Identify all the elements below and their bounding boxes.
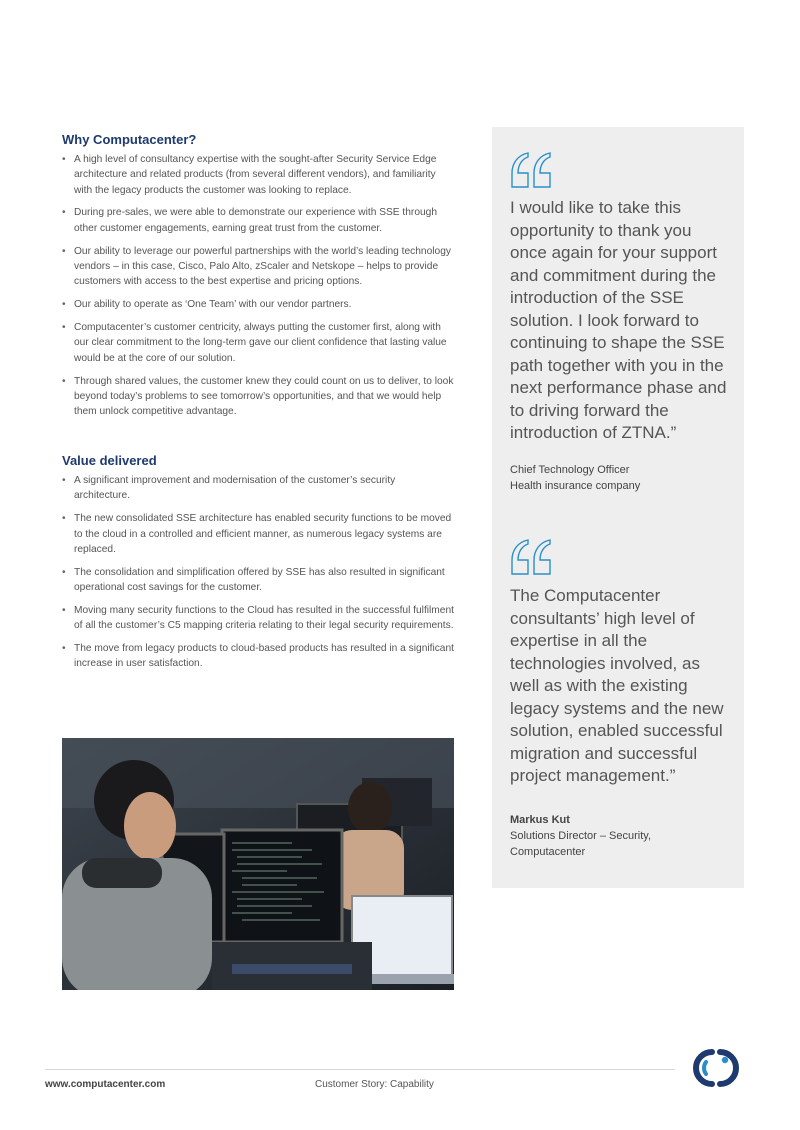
list-item: • During pre-sales, we were able to demonstrate our experience with SSE through other customer engagements, earning great trust from the customer. xyxy=(62,205,454,236)
footer-website-link[interactable]: www.computacenter.com xyxy=(45,1079,166,1090)
office-photo xyxy=(62,738,454,990)
footer-document-label: Customer Story: Capability xyxy=(315,1079,434,1090)
testimonial-quote-2: The Computacenter consultants’ high level of expertise in all the technologies involved, as well as with the existing legacy systems and the new solution, enabled successful migration and successful project management.” xyxy=(510,586,724,785)
attribution-role: Solutions Director – Security, xyxy=(510,830,652,842)
testimonial-quote-1: I would like to take this opportunity to thank you once again for your support and commitment during the introduction of the SSE solution. I look forward to continuing to shape the SSE path together with you in the next performance phase and to driving forward the introduction of ZTNA.” xyxy=(510,198,727,442)
quote-mark-icon xyxy=(510,151,554,189)
why-computacenter-heading: Why Computacenter? xyxy=(62,132,197,147)
list-item: • The new consolidated SSE architecture has enabled security functions to be moved to the cloud in a controlled and efficient manner, as numerous legacy systems are replaced. xyxy=(62,511,454,557)
main-content xyxy=(62,132,454,679)
list-item: • A significant improvement and modernisation of the customer’s security architecture. xyxy=(62,473,454,504)
footer-divider xyxy=(45,1069,675,1070)
list-item: • The consolidation and simplification offered by SSE has also resulted in significant operational cost savings for the customer. xyxy=(62,565,454,596)
list-item: • Through shared values, the customer knew they could count on us to deliver, to look beyond today’s problems to see tomorrow’s opportunities, and that we would help them unlock competitive advantage. xyxy=(62,374,454,420)
list-item: • Computacenter’s customer centricity, always putting the customer first, along with our clear commitment to the long-term gave our client confidence that lasting value would be at the core of our solution. xyxy=(62,320,454,366)
testimonial-panel xyxy=(492,127,744,888)
list-item: • Moving many security functions to the Cloud has resulted in the successful fulfilment of all the customer’s C5 mapping criteria relating to their legal security requirements. xyxy=(62,603,454,634)
testimonial-attribution-1 xyxy=(510,462,732,494)
list-item: • Our ability to leverage our powerful partnerships with the world’s leading technology vendors – in this case, Cisco, Palo Alto, zScaler and Netskope – helps to provide customers with access to the best expertise and pricing options. xyxy=(62,244,454,290)
computacenter-logo-icon xyxy=(688,1046,744,1090)
why-list xyxy=(62,152,454,419)
list-item: • The move from legacy products to cloud-based products has resulted in a significant increase in user satisfaction. xyxy=(62,641,454,672)
value-list xyxy=(62,473,454,672)
attribution-role: Chief Technology Officer xyxy=(510,464,630,476)
quote-mark-icon xyxy=(510,538,554,576)
attribution-org: Computacenter xyxy=(510,846,586,858)
list-item: • A high level of consultancy expertise with the sought-after Security Service Edge architecture and related products (from several different vendors), and familiarity with the legacy products the customer was looking to replace. xyxy=(62,152,454,198)
attribution-name: Markus Kut xyxy=(510,814,570,826)
value-delivered-heading: Value delivered xyxy=(62,453,157,469)
list-item: • Our ability to operate as ‘One Team’ with our vendor partners. xyxy=(62,297,454,312)
testimonial-attribution-2 xyxy=(510,812,732,860)
attribution-org: Health insurance company xyxy=(510,480,641,492)
